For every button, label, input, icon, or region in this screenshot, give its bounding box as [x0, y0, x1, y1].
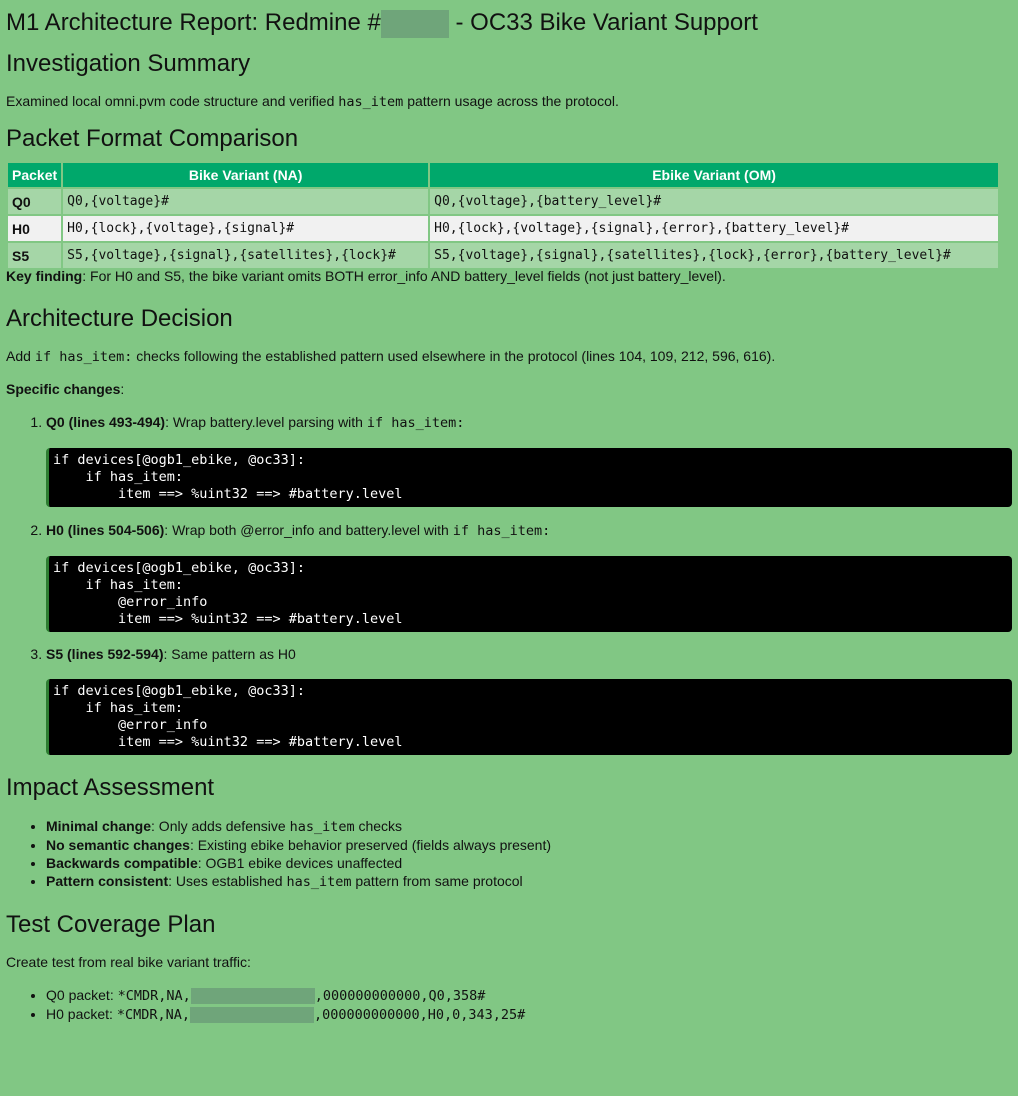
list-item: • H0 packet: *CMDR,NA, ,000000000000,H0,0,343,25#	[46, 1005, 1012, 1024]
test-heading: Test Coverage Plan	[6, 911, 216, 938]
table-row	[8, 243, 998, 268]
code-block: if devices[@ogb1_ebike, @oc33]: if has_item: @error_info item ==> %uint32 ==> #battery.level	[46, 679, 1012, 755]
redacted-ticket-number	[381, 10, 449, 38]
column-header-bike: Bike Variant (NA)	[63, 163, 428, 187]
bike-format-cell: S5,{voltage},{signal},{satellites},{lock}#	[63, 243, 428, 268]
test-intro: Create test from real bike variant traffic:	[6, 954, 251, 970]
list-item: 2. H0 (lines 504-506): Wrap both @error_info and battery.level with if has_item: if devices[@ogb1_ebike, @oc33]: if has_item: @error_info item ==> %uint32 ==> #battery.level	[46, 521, 1012, 632]
table-row	[8, 189, 998, 214]
impact-list	[6, 817, 1012, 891]
packet-cell: H0	[8, 216, 61, 241]
list-item: • Minimal change: Only adds defensive has_item checks	[46, 817, 1012, 836]
code-block: if devices[@ogb1_ebike, @oc33]: if has_item: @error_info item ==> %uint32 ==> #battery.level	[46, 556, 1012, 632]
ebike-format-cell: H0,{lock},{voltage},{signal},{error},{battery_level}#	[430, 216, 998, 241]
decision-heading: Architecture Decision	[6, 305, 233, 332]
impact-heading: Impact Assessment	[6, 774, 215, 801]
specific-changes-label: Specific changes:	[6, 381, 125, 397]
bike-format-cell: H0,{lock},{voltage},{signal}#	[63, 216, 428, 241]
comparison-heading: Packet Format Comparison	[6, 125, 299, 152]
test-list	[6, 986, 1012, 1024]
list-item: • Q0 packet: *CMDR,NA, ,000000000000,Q0,358#	[46, 986, 1012, 1005]
ebike-format-cell: S5,{voltage},{signal},{satellites},{lock},{error},{battery_level}#	[430, 243, 998, 268]
list-item: • Pattern consistent: Uses established has_item pattern from same protocol	[46, 872, 1012, 891]
code-block: if devices[@ogb1_ebike, @oc33]: if has_item: item ==> %uint32 ==> #battery.level	[46, 448, 1012, 507]
packet-cell: Q0	[8, 189, 61, 214]
column-header-packet: Packet	[8, 163, 61, 187]
investigation-heading: Investigation Summary	[6, 50, 251, 77]
changes-list	[6, 413, 1012, 755]
ebike-format-cell: Q0,{voltage},{battery_level}#	[430, 189, 998, 214]
list-item: • No semantic changes: Existing ebike behavior preserved (fields always present)	[46, 836, 1012, 854]
table-row	[8, 216, 998, 241]
list-item: 1. Q0 (lines 493-494): Wrap battery.level parsing with if has_item: if devices[@ogb1_ebike, @oc33]: if has_item: item ==> %uint32 ==> #battery.level	[46, 413, 1012, 507]
report-page	[0, 8, 1018, 1024]
bike-format-cell: Q0,{voltage}#	[63, 189, 428, 214]
packet-comparison-table	[6, 161, 1000, 270]
redacted-device-id	[190, 1007, 314, 1023]
redacted-device-id	[191, 988, 315, 1004]
list-item: 3. S5 (lines 592-594): Same pattern as H0 if devices[@ogb1_ebike, @oc33]: if has_item: @error_info item ==> %uint32 ==> #battery.level	[46, 645, 1012, 755]
decision-text: Add if has_item: checks following the established pattern used elsewhere in the protocol (lines 104, 109, 212, 596, 616).	[6, 348, 776, 365]
key-finding: Key finding: For H0 and S5, the bike variant omits BOTH error_info AND battery_level fields (not just battery_level).	[6, 268, 726, 284]
packet-cell: S5	[8, 243, 61, 268]
investigation-text: Examined local omni.pvm code structure and verified has_item pattern usage across the protocol.	[6, 93, 619, 110]
list-item: • Backwards compatible: OGB1 ebike devices unaffected	[46, 854, 1012, 872]
page-title: M1 Architecture Report: Redmine # - OC33 Bike Variant Support	[6, 9, 758, 36]
column-header-ebike: Ebike Variant (OM)	[430, 163, 998, 187]
